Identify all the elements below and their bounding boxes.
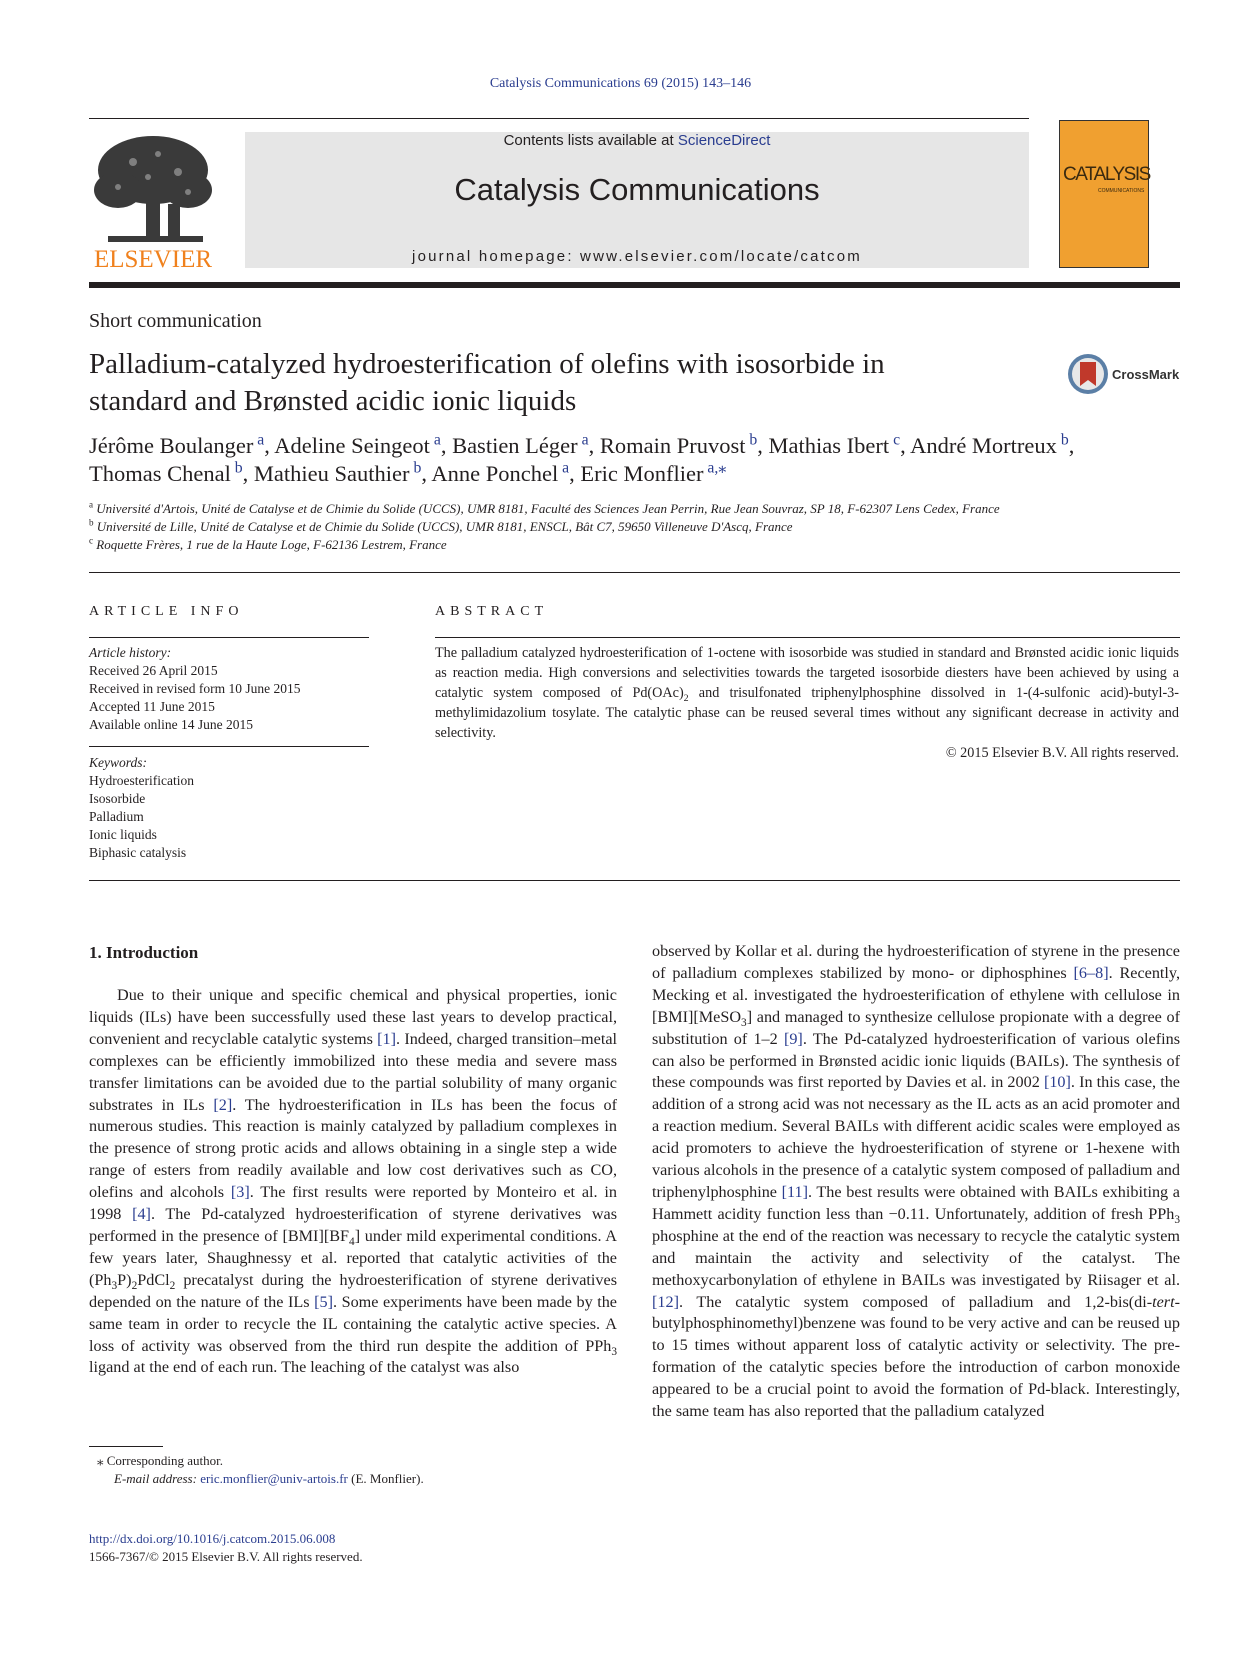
citation-reference[interactable]: [9]: [783, 1029, 803, 1048]
history-label: Article history:: [89, 645, 172, 660]
author-affiliation-marker[interactable]: a: [429, 431, 441, 449]
rule-after-abstract: [89, 880, 1180, 881]
abstract-copyright: © 2015 Elsevier B.V. All rights reserved.: [945, 745, 1179, 761]
author-name: Adeline Seingeot: [274, 433, 430, 458]
keyword: Isosorbide: [89, 791, 146, 806]
italic-text: tert: [1152, 1292, 1175, 1311]
elsevier-wordmark[interactable]: ELSEVIER: [93, 246, 213, 273]
author-name: Anne Ponchel: [431, 461, 559, 486]
author-name: André Mortreux: [910, 433, 1057, 458]
footnote-rule: [89, 1446, 163, 1447]
journal-citation[interactable]: Catalysis Communications 69 (2015) 143–146: [489, 76, 752, 91]
subscript: 4: [349, 1236, 355, 1249]
citation-reference[interactable]: [3]: [230, 1183, 250, 1202]
cover-title: CATALYSIS: [1063, 164, 1150, 185]
author-affiliation-marker[interactable]: b: [1056, 431, 1069, 449]
citation-reference[interactable]: [12]: [652, 1292, 679, 1311]
abstract-rule: [435, 637, 1180, 638]
author-affiliation-marker[interactable]: a: [558, 459, 570, 477]
keyword: Palladium: [89, 809, 144, 824]
subscript: 2: [131, 1280, 138, 1293]
subscript: 3: [611, 1345, 617, 1358]
keywords-rule: [89, 746, 369, 747]
author-name: Mathieu Sauthier: [253, 461, 410, 486]
author-list: Jérôme Boulanger $^a$, Adeline Seingeot $^a$, Bastien Léger $^a$, Romain Pruvost $^b$, Mathias Ibert $^c$, André Mortreux $^b$, Thomas Chenal $^b$, Mathieu Sauthier $^b$, Anne Ponchel $^a$, Eric Monflier $^{a,⁎}$: [89, 431, 1075, 486]
email-label: E-mail address:: [114, 1471, 201, 1486]
body-column-left: [89, 985, 617, 1379]
history-received: Received 26 April 2015: [89, 663, 218, 678]
issn-line: 1566-7367/© 2015 Elsevier B.V. All rights reserved.: [89, 1549, 363, 1564]
corresponding-label: Corresponding author.: [106, 1453, 224, 1468]
citation-reference[interactable]: [2]: [213, 1095, 233, 1114]
keywords-label: Keywords:: [89, 755, 147, 770]
article-type: Short communication: [89, 310, 262, 332]
crossmark-icon[interactable]: [1067, 353, 1109, 395]
author-affiliation-marker[interactable]: c: [889, 431, 901, 449]
doi-link[interactable]: http://dx.doi.org/10.1016/j.catcom.2015.06.008: [89, 1531, 336, 1546]
subscript: 3: [1174, 1214, 1180, 1227]
subscript: 3: [741, 1016, 747, 1029]
article-title: [89, 346, 969, 420]
title-line-2: standard and Brønsted acidic ionic liquids: [89, 385, 577, 417]
header-rule-top: [89, 118, 1029, 119]
citation-reference[interactable]: [11]: [781, 1182, 809, 1201]
author-email-link[interactable]: eric.monflier@univ-artois.fr: [200, 1471, 348, 1486]
author-affiliation-marker[interactable]: b: [745, 431, 758, 449]
citation-reference[interactable]: [1]: [377, 1029, 397, 1048]
email-suffix: (E. Monflier).: [347, 1471, 424, 1486]
cover-subtitle: COMMUNICATIONS: [1098, 188, 1145, 194]
section-heading-introduction: 1. Introduction: [89, 943, 199, 962]
citation-reference[interactable]: [10]: [1043, 1073, 1071, 1092]
author-affiliation-marker[interactable]: a,⁎: [703, 459, 727, 477]
corresponding-footnote: [89, 1452, 424, 1488]
rule-before-info: [89, 572, 1180, 573]
keyword: Hydroesterification: [89, 773, 194, 788]
journal-name: Catalysis Communications: [454, 172, 820, 207]
sciencedirect-link[interactable]: ScienceDirect: [677, 132, 771, 149]
citation-reference[interactable]: [5]: [314, 1292, 333, 1311]
header-rule-thick: [89, 282, 1180, 288]
citation-reference[interactable]: [6–8]: [1073, 963, 1109, 982]
author-name: Bastien Léger: [452, 433, 578, 458]
author-name: Mathias Ibert: [768, 433, 890, 458]
keyword: Ionic liquids: [89, 827, 157, 842]
article-info-heading: ARTICLE INFO: [89, 604, 244, 619]
contents-prefix: Contents lists available at: [503, 132, 678, 149]
author-affiliation-marker[interactable]: a: [577, 431, 589, 449]
author-affiliation-marker[interactable]: b: [230, 459, 243, 477]
affiliation-b: $^b$ Université de Lille, Unité de Catalyse et de Chimie du Solide (UCCS), UMR 8181, ENSCL, Bât C7, 59650 Villeneuve D'Ascq, France: [89, 517, 793, 534]
author-name: Eric Monflier: [580, 461, 704, 486]
author-name: Thomas Chenal: [89, 461, 231, 486]
history-revised: Received in revised form 10 June 2015: [89, 681, 301, 696]
footnote-mark: ⁎: [97, 1453, 104, 1468]
affiliation-a: $^a$ Université d'Artois, Unité de Catalyse et de Chimie du Solide (UCCS), UMR 8181, Faculté des Sciences Jean Perrin, Rue Jean Souvraz, SP 18, F-62307 Lens Cedex, France: [89, 499, 1000, 516]
affiliation-c: $^c$ Roquette Frères, 1 rue de la Haute Loge, F-62136 Lestrem, France: [89, 535, 447, 552]
author-affiliation-marker[interactable]: b: [409, 459, 422, 477]
citation-reference[interactable]: [4]: [132, 1205, 151, 1224]
intro-paragraph-1: Due to their unique and specific chemical and physical properties, ionic liquids (ILs) have been successfully used these last years to develop practical, convenient and recyclable catalytic systems [1]. Indeed, charged transition–metal complexes can be efficiently immobilized into these media and severe mass transfer limitations can be avoided due to the partial solubility of many organic substrates in ILs [2]. The hydroesterification in ILs has been the focus of numerous studies. This reaction is mainly catalyzed by palladium complexes in the presence of strong protic acids and allows obtaining in a single step a wide range of esters from readily available and low cost derivatives such as CO, olefins and alcohols [3]. The first results were reported by Monteiro et al. in 1998 [4]. The Pd-catalyzed hydroesterification of styrene derivatives was performed in the presence of $[BMI][BF_4]$ under mild experimental conditions. A few years later, Shaughnessy et al. reported that catalytic activities of the $(Ph_3P)_2PdCl_2$ precatalyst during the hydroesterification of styrene derivatives depended on the nature of the ILs [5]. Some experiments have been made by the same team in order to recycle the IL containing the catalytic active species. A loss of activity was observed from the third run despite the addition of PPh$_3$ ligand at the end of each run. The leaching of the catalyst was also: [89, 986, 618, 1377]
title-line-1: Palladium-catalyzed hydroesterification of olefins with isosorbide in: [89, 348, 885, 380]
intro-paragraph-1-cont: observed by Kollar et al. during the hydroesterification of styrene in the presence of palladium complexes stabilized by mono- or diphosphines [6–8]. Recently, Mecking et al. investigated the hydroesterification of ethylene with cellulose in [BMI][MeSO$_3$] and managed to synthesize cellulose propionate with a degree of substitution of 1–2 [9]. The Pd-catalyzed hydroesterification of various olefins can also be performed in Brønsted acidic ionic liquids (BAILs). The synthesis of these compounds was first reported by Davies et al. in 2002 [10]. In this case, the addition of a strong acid was not necessary as the IL acts as an acid promoter and a reaction medium. Several BAILs with different acidic scales were employed as acid promoters to achieve the hydroesterification of styrene or 1-hexene with various alcohols in the presence of a catalytic system composed of palladium and triphenylphosphine [11]. The best results were obtained with BAILs exhibiting a Hammett acidity function less than −0.11. Unfortunately, addition of fresh PPh$_3$ phosphine at the end of the reaction was necessary to recycle the catalytic system and maintain the activity and selectivity of the catalyst. The methoxycarbonylation of ethylene in BAILs was investigated by Riisager et al. [12]. The catalytic system composed of palladium and 1,2-bis(di-tert-butylphosphinomethyl)benzene was found to be very active and can be reused up to 15 times without apparent loss of catalytic activity or selectivity. The pre-formation of the catalytic species before the introduction of carbon monoxide appeared to be a crucial point to avoid the formation of Pd-black. Interestingly, the same team has also reported that the palladium catalyzed: [652, 942, 1181, 1421]
journal-cover-thumbnail[interactable]: [1059, 120, 1149, 268]
journal-homepage[interactable]: journal homepage: www.elsevier.com/locate/catcom: [412, 248, 862, 265]
history-online: Available online 14 June 2015: [89, 717, 253, 732]
author-name: Jérôme Boulanger: [89, 433, 254, 458]
author-name: Romain Pruvost: [599, 433, 746, 458]
crossmark-label[interactable]: CrossMark: [1112, 367, 1180, 382]
keywords: [89, 754, 194, 862]
keyword: Biphasic catalysis: [89, 845, 187, 860]
abstract-text: The palladium catalyzed hydroesterification of 1-octene with isosorbide was studied in standard and Brønsted acidic ionic liquids as reaction media. High conversions and selectivities towards the targeted isosorbide diesters have been achieved by using a catalytic system composed of $Pd(OAc)_2$ and trisulfonated triphenylphosphine dissolved in 1-(4-sulfonic acid)-butyl-3-methylimidazolium tosylate. The catalytic phase can be reused several times without any significant decrease in activity and selectivity.: [435, 645, 1179, 741]
body-column-right: [652, 941, 1180, 1423]
footer: [89, 1530, 363, 1566]
author-affiliation-marker[interactable]: a: [253, 431, 265, 449]
info-rule: [89, 637, 369, 638]
history-accepted: Accepted 11 June 2015: [89, 699, 215, 714]
abstract-heading: ABSTRACT: [435, 604, 549, 619]
subscript: 2: [169, 1280, 176, 1293]
subscript: 3: [111, 1280, 118, 1293]
contents-line: [245, 132, 1029, 149]
article-history: [89, 644, 300, 734]
